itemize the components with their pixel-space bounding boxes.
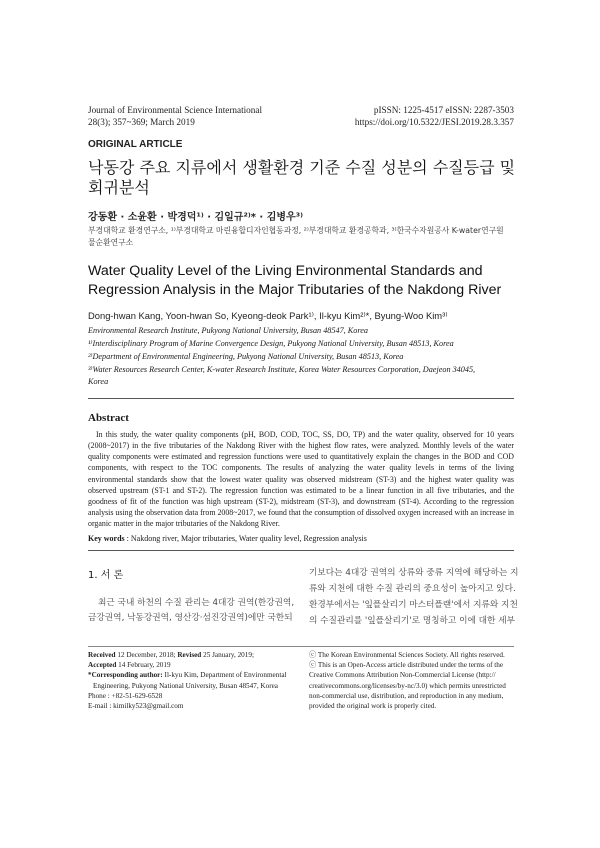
english-title-line1: Water Quality Level of the Living Environmental Standards and [88,263,483,279]
divider-footer [88,646,514,647]
korean-affiliation-line2: 물순환연구소 [88,238,134,247]
divider-top [88,398,514,399]
korean-affiliation-line1: 부경대학교 환경연구소, ¹⁾부경대학교 마린융합디자인협동과정, ²⁾부경대학교 환경공학과, ³⁾한국수자원공사 K-water연구원 [88,226,504,235]
license-line2: Creative Commons Attribution Non-Commercial License (http:// [309,671,496,680]
affiliation-1: ¹⁾Interdisciplinary Program of Marine Convergence Design, Pukyong National University, Busan 48513, Korea [88,339,454,348]
license-line4: non-commercial use, distribution, and reproduction in any medium, [309,691,504,700]
email[interactable]: E-mail : kimilky523@gmail.com [88,702,184,711]
affiliation-0: Environmental Research Institute, Pukyong National University, Busan 48547, Korea [88,326,368,335]
footer-right [309,650,515,711]
body-left-line1: 최근 국내 하천의 수질 관리는 4대강 권역(한강권역, [98,598,295,608]
volume-pages: 28(3); 357~369; March 2019 [88,117,195,127]
english-authors: Dong-hwan Kang, Yoon-hwan So, Kyeong-deok Park¹⁾, Il-kyu Kim²⁾*, Byung-Woo Kim³⁾ [88,310,448,321]
body-right-line1: 기보다는 4대강 권역의 상류와 중류 지역에 해당하는 지 [309,568,519,578]
dates-line2 [88,660,294,670]
abstract-text: In this study, the water quality components (pH, BOD, COD, TOC, SS, DO, TP) and the water quality, observed for 10 years (2008~2017) in the five tributaries of the Nakdong River with the highest flow rates, were analyzed. Monthly levels of the water quality components were estimated and regression functions were used to quantitatively explain the changes in the BOD and COD components, with respect to the TOC components. The results of analyzing the water quality levels in terms of the living environmental standards show that the lowest water quality was observed midstream (ST-3) and the highest water quality was observed upstream (ST-1 and ST-2). The regression function was estimated to be a linear function in all five tributaries, and the goodness of fit of the function was high upstream (ST-2), midstream (ST-3), and downstream (ST-4). According to the regression analysis using the observation data from 2008~2017, we found that the consumption of dissolved oxygen increased with an increase in organic matter in the major tributaries of the Nakdong River. [88,430,514,529]
corresponding-label: *Corresponding author: [88,671,163,680]
section-title-introduction: 1. 서 론 [88,570,124,581]
affiliation-3-line1: ³⁾Water Resources Research Center, K-water Research Institute, Korea Water Resources Corporation, Daejeon 34045, [88,365,476,374]
korean-authors: 강동환 · 소윤환 · 박경덕¹⁾ · 김일규²⁾* · 김병우³⁾ [88,212,303,223]
issn: pISSN: 1225-4517 eISSN: 2287-3503 [373,105,514,115]
copyright: ⓒ The Korean Environmental Sciences Society. All rights reserved. [309,651,505,659]
license-line5: provided the original work is properly cited. [309,702,437,711]
affiliation-3-line2: Korea [88,377,109,386]
doi-link[interactable]: https://doi.org/10.5322/JESI.2019.28.3.357 [354,117,514,127]
license-line3[interactable]: creativecommons.org/licenses/by-nc/3.0) which permits unrestricted [309,681,506,690]
body-right-line2: 류와 지천에 대한 수질 관리의 중요성이 높아지고 있다. [309,584,516,594]
revised-date: 25 January, 2019; [201,651,254,659]
corresponding-author-line2: Engineering, Pukyong National University, Busan 48547, Korea [93,681,278,690]
accepted-label: Accepted [88,661,117,670]
received-label: Received [88,651,116,659]
keywords-label: Key words [88,534,125,543]
received-date: 12 December, 2018; [115,651,178,659]
phone: Phone : +82-51-629-6528 [88,691,163,700]
footer-left [88,650,294,711]
abstract-heading: Abstract [88,412,129,424]
license-line1: ⓒ This is an Open-Access article distributed under the terms of the [309,661,504,670]
keywords-list: : Nakdong river, Major tributaries, Water quality level, Regression analysis [124,534,367,543]
corresponding-name: Il-kyu Kim, Department of Environmental [162,671,287,680]
corresponding-author-line1 [88,670,294,680]
accepted-date: 14 February, 2019 [116,661,171,670]
korean-title-line1: 낙동강 주요 지류에서 생활환경 기준 수질 성분의 수질등급 및 [88,158,516,177]
revised-label: Revised [177,651,202,659]
body-right-line3: 환경부에서는 '잎플살리기 마스터플랜'에서 지류와 지천 [309,600,518,610]
dates-line1 [88,650,294,660]
divider-mid [88,550,514,551]
article-type: ORIGINAL ARTICLE [88,139,183,150]
body-left-line2: 금강권역, 낙동강권역, 영산강·섬진강권역)에만 국한되 [88,613,293,623]
journal-name: Journal of Environmental Science International [88,105,262,115]
body-right-line4: 의 수질관리를 '잎플살리기'로 명칭하고 이에 대한 세부 [309,616,515,626]
affiliation-2: ²⁾Department of Environmental Engineering, Pukyong National University, Busan 48513, Korea [88,352,404,361]
korean-title-line2: 회귀분석 [88,178,150,197]
english-title-line2: Regression Analysis in the Major Tributaries of the Nakdong River [88,282,502,298]
keywords [88,534,367,543]
